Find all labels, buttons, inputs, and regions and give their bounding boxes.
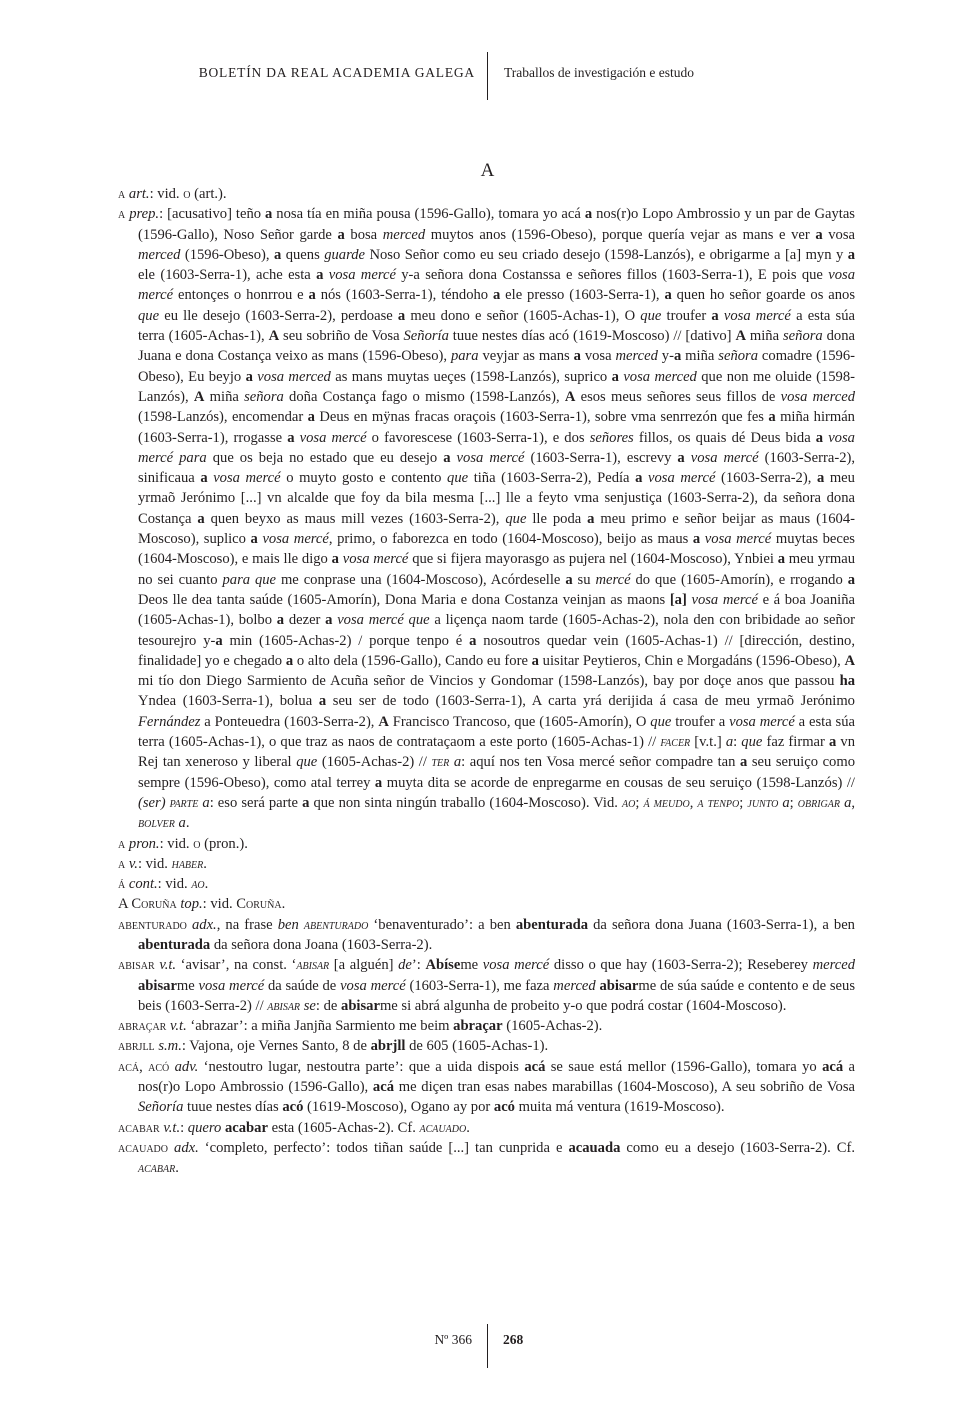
running-footer [0, 1324, 975, 1370]
header-divider [487, 52, 488, 100]
footer-divider [487, 1324, 488, 1368]
issue-number: Nº 366 [434, 1332, 472, 1347]
entry-abisar: abisar v.t. ‘avisar’, na const. ‘abisar [a alguén] de’: Abíseme vosa mercé disso o que hay (1603-Serra-2); Reseberey merced abisarme vosa mercé da saúde de vosa mercé (1603-Serra-1), me faza merced abisarme de súa saúde e contento e de seus beis (1603-Serra-2) // abisar se: de abisarme si abrá algunha de probeito y-o que podrá costar (1604-Moscoso). [118, 957, 856, 1014]
section-title: Traballos de investigación e estudo [504, 65, 694, 80]
entry-a-coruna: A Coruña top.: vid. Coruña. [118, 896, 286, 913]
entry-abracar: abraçar v.t. ‘abrazar’: a miña Janjña Sarmiento me beim abraçar (1605-Achas-2). [118, 1018, 603, 1035]
entry-acauado: acauado adx. ‘completo, perfecto’: todos tiñan saúde [...] tan cunprida e acauada como eu a desejo (1603-Serra-2). Cf. acabar. [118, 1139, 856, 1177]
running-header [0, 46, 975, 102]
dictionary-entries [118, 184, 855, 1179]
section-letter: A [480, 160, 495, 181]
page-number: 268 [503, 1332, 524, 1347]
entry-abenturado: abenturado adx., na frase ben abenturado ‘benaventurado’: a ben abenturada da señora dona Juana (1603-Serra-1), a ben abenturada da señora dona Joana (1603-Serra-2). [118, 916, 855, 953]
entry-a-pron: a pron.: vid. o (pron.). [118, 835, 248, 852]
entry-a-cont: á cont.: vid. ao. [118, 876, 209, 893]
entry-a-prep: a prep.: [acusativo] teño a nosa tía en miña pousa (1596-Gallo), tomara yo acá a nos(r)o Lopo Ambrossio y un par de Gaytas (1596-Gallo), Noso Señor garde a bosa merced muytos anos (1596-Obeso), porque quería vejar as mans e ver a vosa merced (1596-Obeso), a quens guarde Noso Señor como eu seu criado desejo (1598-Lanzós), e obrigarme a [a] myn y a ele (1603-Serra-1), ache esta a vosa mercé y-a señora dona Costanssa e señores fillos (1603-Serra-1), E pois que vosa mercé entonçes o honrrou e a nós (1603-Serra-1), téndoho a ele presso (1603-Serra-1), a quen ho señor goarde os anos que eu lle desejo (1603-Serra-2), perdoase a meu dono e señor (1605-Achas-1), O que troufer a vosa mercé a esta súa terra (1605-Achas-1), A seu sobriño de Vosa Señoría tuue nestes días acó (1619-Moscoso) // [dativo] A miña señora dona Juana e dona Costança veixo as mans (1596-Obeso), para veyjar as mans a vosa merced y-a miña señora comadre (1596-Obeso), Eu beyjo a vosa merced as mans muytas ueçes (1598-Lanzós), suprico a vosa merced que non me oluide (1598-Lanzós), A miña señora doña Costança fago o mismo (1598-Lanzós), A esos meus señores seus fillos de vosa merced (1598-Lanzós), encomendar a Deus en mÿnas fracas oraçois (1603-Serra-1), sobre vma senrrezón que fes a miña hirmán (1603-Serra-1), rrogasse a vosa mercé o favorescese (1603-Serra-1), e dos señores fillos, os quais dé Deus bida a vosa mercé para que os beja no estado que eu desejo a vosa mercé (1603-Serra-1), escrevy a vosa mercé (1603-Serra-2), sinificaua a vosa mercé o muyto gosto e contento que tiña (1603-Serra-2), Pedía a vosa mercé (1603-Serra-2), a meu yrmaõ Jerónimo [...] vn alcalde que foy da bila mesma [...] lle a feyto vma senjustiça (1603-Serra-2), da señora dona Costança a quen beyxo as maus mill vezes (1603-Serra-2), que lle poda a meu primo e señor beijar as maus (1604-Moscoso), suplico a vosa mercé, primo, o faborezca en todo (1604-Moscoso), beijo as maus a vosa mercé muytas beces (1604-Moscoso), e mais lle digo a vosa mercé que si fijera mayorasgo as pujera nel (1604-Moscoso), Ynbiei a meu yrmau no sei cuanto para que me conprase una (1604-Moscoso), Acórdeselle a su mercé do que (1605-Amorín), e rrogando a Deos lle dea tanta saúde (1605-Amorín), Dona Maria e dona Costanza veinjan as maons [a] vosa mercé e á boa Joaniña (1605-Achas-1), bolbo a dezer a vosa mercé que a liçença naom tarde (1605-Achas-2), nola den con bribidade ao señor tesourejro y-a min (1605-Achas-2) / porque tenpo é a nosoutros quedar vein (1605-Achas-1) // [dirección, destino, finalidade] yo e chegado a o alto dela (1596-Gallo), Cando eu fore a uisitar Peytieros, Chin e Morgadáns (1596-Obeso), A mi tío don Diego Sarmiento de Acuña señor de Vincios y Gondomar (1598-Lanzós), bay por doçe anos que passou ha Yndea (1603-Serra-1), bolua a seu ser de todo (1603-Serra-1), A carta yrá derijida á casa de meu yrmaõ Jerónimo Fernández a Ponteuedra (1603-Serra-2), A Francisco Trancoso, que (1605-Amorín), O que troufer a vosa mercé a esta súa terra (1605-Achas-1), o que traz as naos de contrataçaom a este porto (1605-Achas-1) // facer [v.t.] a: que faz firmar a vn Rej tan xeneroso y liberal que (1605-Achas-2) // ter a: aquí nos ten Vosa mercé señor compadre tan a seu seruiço como sempre (1596-Obeso), como atal terrey a muyta dita se acorde de enpregarme en cousas de seu seruiço (1598-Lanzós) // (ser) parte a: eso será parte a que non sinta ningún traballo (1604-Moscoso). Vid. ao; á meudo, a tenpo; junto a; obrigar a, bolver a. [118, 206, 856, 832]
entry-abrjll: abrjll s.m.: Vajona, oje Vernes Santo, 8 de abrjll de 605 (1605-Achas-1). [118, 1038, 549, 1055]
entry-a-art: a art.: vid. o (art.). [118, 186, 227, 202]
journal-title: BOLETÍN DA REAL ACADEMIA GALEGA [198, 65, 475, 80]
entry-a-verb: a v.: vid. haber. [118, 855, 207, 872]
entry-acabar: acabar v.t.: quero acabar esta (1605-Achas-2). Cf. acauado. [118, 1119, 470, 1136]
entry-aca-aco: acá, acó adv. ‘nestoutro lugar, nestoutra parte’: que a uida dispois acá se saue está mellor (1596-Gallo), tomara yo acá a nos(r)o Lopo Ambrossio (1596-Gallo), acá me diçen tran esas nabes marabillas (1604-Moscoso), A seu sobriño de Vosa Señoría tuue nestes días acó (1619-Moscoso), Ogano ay por acó muita má ventura (1619-Moscoso). [118, 1058, 855, 1116]
